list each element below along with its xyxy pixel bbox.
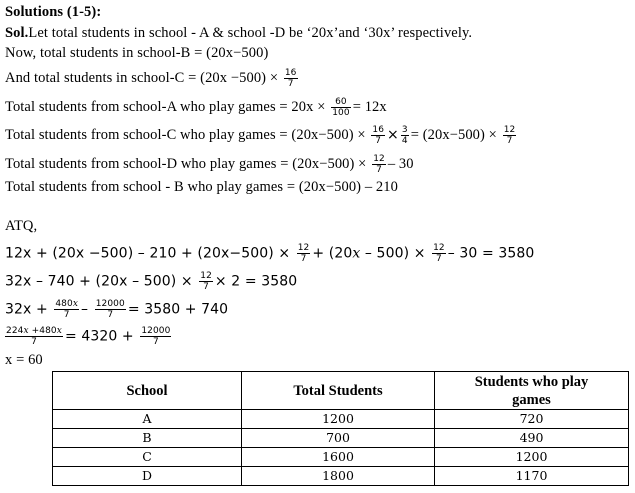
fraction [503,125,517,146]
games-a-result: = 12x [352,98,387,115]
games-c-text: Total students from school-C who play games = (20x−500) × [5,126,366,143]
fraction [199,271,213,292]
fraction-denominator: 7 [376,165,382,175]
eq2-part-a: 32x – 740 + (20x – 500) × [5,273,193,290]
cell-games: 720 [435,410,629,429]
fraction-numerator: 12000 [141,326,171,336]
fraction-numerator: 12 [433,243,445,253]
equation-1 [5,243,534,264]
games-d-line [5,154,414,175]
fraction-numerator: 12000 [95,299,125,309]
cell-school: C [53,448,242,467]
fraction-denominator: 7 [31,337,37,347]
fraction-denominator: 7 [436,254,442,264]
school-b-line: Now, total students in school-B = (20x−500) [5,45,269,61]
equation-4 [5,326,173,347]
header-text: Students who play games [474,373,589,408]
games-a-text: Total students from school-A who play games = 20x × [5,98,326,115]
header-total-students: Total Students [242,372,435,410]
fraction-numerator: 12 [200,271,212,281]
fraction [331,97,350,118]
results-table [52,371,629,486]
cell-games: 490 [435,429,629,448]
cell-total: 1600 [242,448,435,467]
fraction-denominator: 7 [107,310,114,320]
games-a-line [5,97,387,118]
cell-school: A [53,410,242,429]
eq3-part-a: 32x + [5,301,48,318]
fraction [371,125,385,146]
eq3-part-b: = 3580 + 740 [127,301,229,318]
header-students-play-games [435,372,629,410]
equation-2 [5,271,297,292]
cell-total: 1800 [242,467,435,486]
games-c-line [5,125,518,146]
fraction-numerator: 3 [401,125,408,135]
games-d-text: Total students from school-D who play games = (20x−500) × [5,155,367,172]
table-row [53,410,629,429]
eq1-part-a: 12x + (20x −500) – 210 + (20x−500) × [5,245,291,262]
fraction [54,299,79,320]
numerator-number: 224 [6,326,24,336]
cell-total: 1200 [242,410,435,429]
games-d-suffix: – 30 [387,155,414,172]
fraction-numerator [5,326,63,337]
fraction-numerator: 16 [284,68,297,78]
fraction-numerator: 12 [373,154,385,164]
fraction-denominator: 4 [401,136,408,146]
intro-text: Let total students in school - A & school -D be ‘20x’and ‘30x’ respectively. [28,25,473,41]
eq2-part-b: × 2 = 3580 [214,273,298,290]
fraction-denominator: 7 [287,79,294,89]
sol-label: Sol. [5,25,29,41]
table-row [53,448,629,467]
table-header-row [53,372,629,410]
variable-x: x [352,245,361,262]
intro-line [5,24,472,42]
eq1-part-c: – 500) × [360,245,426,262]
games-b-line: Total students from school - B who play games = (20x−500) – 210 [5,179,398,195]
times-sign: × [387,126,399,143]
eq4-part-a: = 4320 + [64,328,134,345]
school-c-line [5,68,300,89]
table-row [53,467,629,486]
table-row [53,429,629,448]
fraction-denominator: 7 [375,136,382,146]
header-school: School [53,372,242,410]
equation-3 [5,299,228,320]
fraction-denominator: 100 [332,108,350,118]
eq1-part-b: + (20 [312,245,353,262]
fraction-denominator: 7 [300,254,307,264]
minus-sign: – [81,301,89,318]
cell-total: 700 [242,429,435,448]
numerator-number: +480 [28,326,57,336]
fraction-numerator: 16 [372,125,385,135]
fraction [5,326,63,347]
atq-label: ATQ, [5,218,38,234]
fraction [372,154,386,175]
cell-games: 1170 [435,467,629,486]
cell-school: D [53,467,242,486]
fraction-numerator: 12 [503,125,516,135]
fraction-numerator: 60 [331,97,350,108]
fraction-numerator [54,299,79,310]
fraction-denominator: 7 [152,337,159,347]
cell-school: B [53,429,242,448]
variable-x: x [56,326,62,336]
result-line: x = 60 [5,352,43,368]
fraction [297,243,311,264]
fraction [401,125,409,146]
fraction [432,243,446,264]
fraction [95,299,126,320]
numerator-number: 480 [55,299,73,309]
variable-x: x [72,299,79,309]
eq1-part-d: – 30 = 3580 [447,245,535,262]
variable-x: x [23,326,29,336]
games-c-mid: = (20x−500) × [410,126,497,143]
fraction-denominator: 7 [63,310,70,320]
fraction [140,326,171,347]
fraction-denominator: 7 [506,136,513,146]
cell-games: 1200 [435,448,629,467]
fraction-numerator: 12 [297,243,310,253]
solutions-heading: Solutions (1-5): [5,4,102,20]
school-c-text: And total students in school-C = (20x −500) × [5,69,279,86]
fraction-denominator: 7 [203,282,209,292]
fraction [284,68,298,89]
